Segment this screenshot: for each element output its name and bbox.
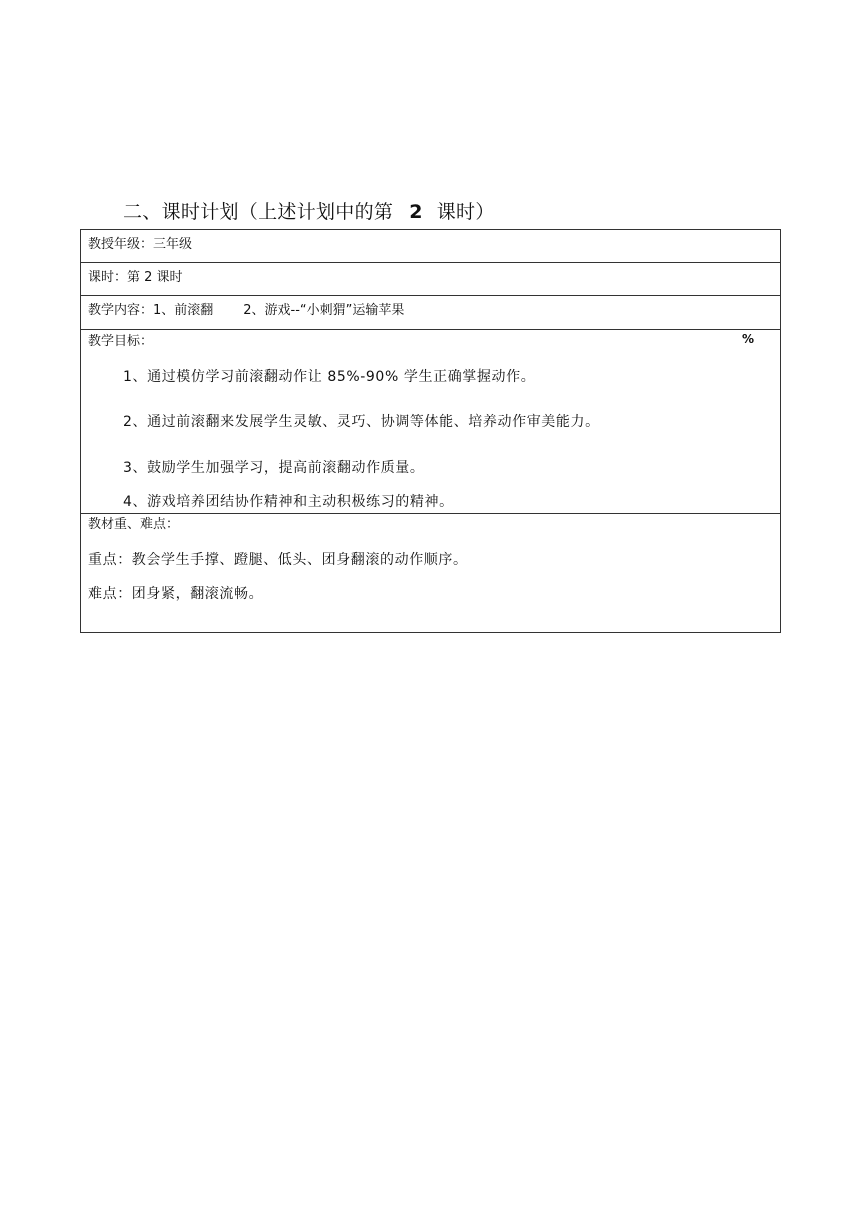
grade-text: 教授年级：三年级 [88,237,193,252]
difficulty-point: 难点：团身紧，翻滚流畅。 [88,586,264,602]
period-row [81,263,780,296]
lesson-plan-table [80,229,781,633]
goal-item: 3、鼓励学生加强学习，提高前滚翻动作质量。 [123,460,425,476]
section-heading-prefix: 二、课时计划（上述计划中的第 [123,201,394,223]
content-row [81,296,780,330]
key-points-label: 教材重、难点： [88,517,180,532]
lesson-number: 2 [409,201,423,223]
goals-label: 教学目标： [88,334,154,349]
grade-row [81,230,780,263]
stray-percent-mark: % [741,332,754,346]
goal-item: 1、通过模仿学习前滚翻动作让 85%-90% 学生正确掌握动作。 [123,369,536,385]
goal-item: 2、通过前滚翻来发展学生灵敏、灵巧、协调等体能、培养动作审美能力。 [123,414,600,430]
section-heading [123,199,495,225]
focus-point: 重点：教会学生手撑、蹬腿、低头、团身翻滚的动作顺序。 [88,552,468,568]
goals-row [81,330,780,514]
goal-item: 4、游戏培养团结协作精神和主动积极练习的精神。 [123,494,454,510]
content-label-item1: 教学内容：1、前滚翻 [88,303,214,318]
content-item2: 2、游戏--“小刺猬”运输苹果 [243,303,405,318]
period-text: 课时：第 2 课时 [88,270,183,285]
key-points-row [81,514,780,632]
section-heading-suffix: 课时） [436,201,495,223]
